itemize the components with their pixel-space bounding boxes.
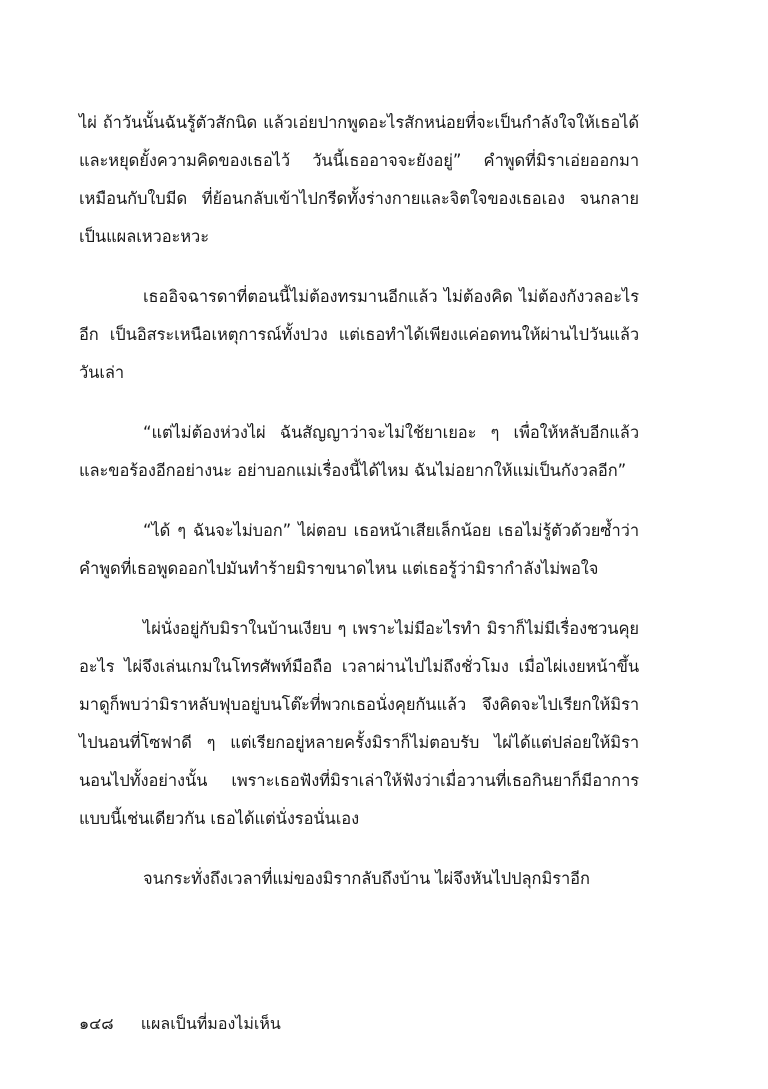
- paragraph-1: ไผ่ ถ้าวันนั้นฉันรู้ตัวสักนิด แล้วเอ่ยปากพูดอะไรสักหน่อยที่จะเป็นกำลังใจให้เธอได้ และหยุดยั้งความคิดของเธอไว้ วันนี้เธออาจจะยังอยู่” คำพูดที่มิราเอ่ยออกมาเหมือนกับใบมีด ที่ย้อนกลับเข้าไปกรีดทั้งร่างกายและจิตใจของเธอเอง จนกลายเป็นแผลเหวอะหวะ: [79, 113, 639, 246]
- running-title: แผลเป็นที่มองไม่เห็น: [140, 1014, 281, 1033]
- paragraph-2: เธออิจฉารดาที่ตอนนี้ไม่ต้องทรมานอีกแล้ว ไม่ต้องคิด ไม่ต้องกังวลอะไรอีก เป็นอิสระเหนือเหตุการณ์ทั้งปวง แต่เธอทำได้เพียงแค่อดทนให้ผ่านไปวันแล้ววันเล่า: [79, 287, 639, 382]
- paragraph-5: ไผ่นั่งอยู่กับมิราในบ้านเงียบ ๆ เพราะไม่มีอะไรทำ มิราก็ไม่มีเรื่องชวนคุยอะไร ไผ่จึงเล่นเกมในโทรศัพท์มือถือ เวลาผ่านไปไม่ถึงชั่วโมง เมื่อไผ่เงยหน้าขึ้นมาดูก็พบว่ามิราหลับฟุบอยู่บนโต๊ะที่พวกเธอนั่งคุยกันแล้ว จึงคิดจะไปเรียกให้มิราไปนอนที่โซฟาดี ๆ แต่เรียกอยู่หลายครั้งมิราก็ไม่ตอบรับ ไผ่ได้แต่ปล่อยให้มิรานอนไปทั้งอย่างนั้น เพราะเธอฟังที่มิราเล่าให้ฟังว่าเมื่อวานที่เธอกินยาก็มีอาการแบบนี้เช่นเดียวกัน เธอได้แต่นั่งรอนั่นเอง: [79, 619, 639, 828]
- paragraph-3: “แต่ไม่ต้องห่วงไผ่ ฉันสัญญาว่าจะไม่ใช้ยาเยอะ ๆ เพื่อให้หลับอีกแล้ว และขอร้องอีกอย่างนะ อย่าบอกแม่เรื่องนี้ได้ไหม ฉันไม่อยากให้แม่เป็นกังวลอีก”: [79, 423, 639, 480]
- body-text: [79, 104, 639, 920]
- paragraph-4: “ได้ ๆ ฉันจะไม่บอก” ไผ่ตอบ เธอหน้าเสียเล็กน้อย เธอไม่รู้ตัวด้วยซ้ำว่าคำพูดที่เธอพูดออกไปมันทำร้ายมิราขนาดไหน แต่เธอรู้ว่ามิรากำลังไม่พอใจ: [79, 521, 639, 578]
- page-footer: [79, 1012, 281, 1036]
- page-number: ๑๔๘: [79, 1014, 114, 1033]
- paragraph-6: จนกระทั่งถึงเวลาที่แม่ของมิรากลับถึงบ้าน ไผ่จึงหันไปปลุกมิราอีก: [143, 869, 590, 888]
